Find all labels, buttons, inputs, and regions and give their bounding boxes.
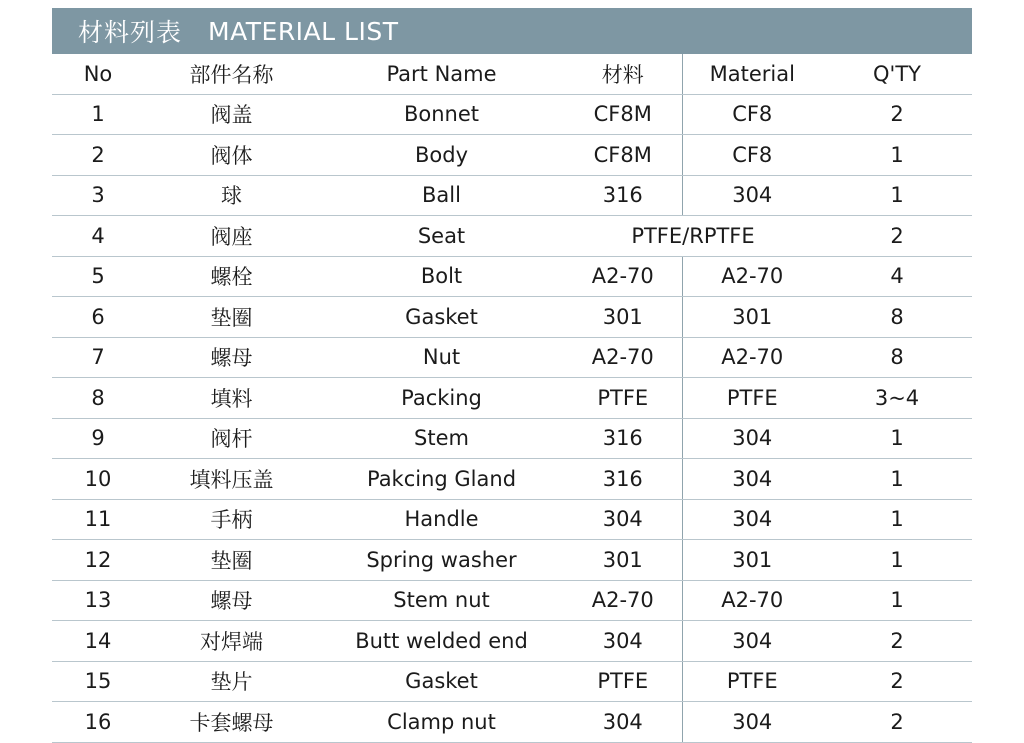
table-header-row [52,54,972,94]
table-row [52,661,972,702]
cell-no: 15 [52,661,144,702]
cell-en-material: 304 [682,418,822,459]
cell-en-name: Stem [319,418,564,459]
cell-qty: 1 [822,580,972,621]
cell-en-name: Butt welded end [319,621,564,662]
cell-cn-name: 垫圈 [144,540,319,581]
table-row [52,94,972,135]
cell-cn-material: 301 [564,297,682,338]
cell-qty: 4 [822,256,972,297]
cell-en-material: 304 [682,499,822,540]
cell-no: 4 [52,216,144,257]
cell-qty: 2 [822,621,972,662]
title-english: MATERIAL LIST [208,16,399,46]
cell-en-name: Clamp nut [319,702,564,743]
cell-cn-material: 316 [564,418,682,459]
cell-qty: 1 [822,499,972,540]
cell-material-merged: PTFE/RPTFE [564,216,822,257]
cell-no: 8 [52,378,144,419]
cell-en-material: 304 [682,702,822,743]
cell-no: 11 [52,499,144,540]
table-body [52,94,972,742]
cell-no: 9 [52,418,144,459]
cell-cn-name: 螺栓 [144,256,319,297]
table-row [52,418,972,459]
cell-qty: 2 [822,702,972,743]
title-chinese: 材料列表 [78,18,183,47]
cell-en-name: Ball [319,175,564,216]
cell-en-name: Stem nut [319,580,564,621]
cell-en-material: CF8 [682,135,822,176]
cell-no: 14 [52,621,144,662]
table-row [52,580,972,621]
cell-qty: 1 [822,540,972,581]
cell-cn-material: A2-70 [564,580,682,621]
table-row [52,175,972,216]
cell-qty: 2 [822,661,972,702]
cell-qty: 1 [822,175,972,216]
cell-en-name: Handle [319,499,564,540]
table-row [52,621,972,662]
cell-en-material: CF8 [682,94,822,135]
cell-cn-name: 填料压盖 [144,459,319,500]
cell-cn-name: 阀体 [144,135,319,176]
cell-cn-name: 手柄 [144,499,319,540]
cell-cn-material: PTFE [564,661,682,702]
material-table [52,54,972,743]
cell-en-material: A2-70 [682,256,822,297]
cell-en-material: 304 [682,175,822,216]
cell-no: 5 [52,256,144,297]
cell-qty: 1 [822,459,972,500]
cell-qty: 3~4 [822,378,972,419]
cell-cn-name: 垫圈 [144,297,319,338]
cell-no: 1 [52,94,144,135]
cell-cn-material: 316 [564,175,682,216]
cell-en-material: A2-70 [682,337,822,378]
cell-qty: 8 [822,297,972,338]
cell-en-material: PTFE [682,378,822,419]
table-row [52,135,972,176]
cell-cn-material: PTFE [564,378,682,419]
column-header-no: No [52,54,144,94]
cell-en-material: PTFE [682,661,822,702]
cell-qty: 2 [822,216,972,257]
table-row [52,702,972,743]
cell-no: 7 [52,337,144,378]
table-row [52,378,972,419]
cell-cn-name: 卡套螺母 [144,702,319,743]
cell-cn-name: 球 [144,175,319,216]
cell-no: 16 [52,702,144,743]
cell-cn-material: 316 [564,459,682,500]
cell-qty: 1 [822,418,972,459]
cell-cn-material: CF8M [564,94,682,135]
cell-cn-name: 螺母 [144,580,319,621]
cell-cn-material: 301 [564,540,682,581]
cell-en-name: Body [319,135,564,176]
cell-en-material: 304 [682,621,822,662]
cell-qty: 1 [822,135,972,176]
cell-cn-name: 对焊端 [144,621,319,662]
cell-cn-material: A2-70 [564,337,682,378]
column-header-qty: Q'TY [822,54,972,94]
cell-cn-name: 阀盖 [144,94,319,135]
cell-en-material: 301 [682,297,822,338]
table-row [52,540,972,581]
cell-en-name: Bonnet [319,94,564,135]
cell-en-material: A2-70 [682,580,822,621]
title-bar [52,8,972,54]
cell-en-name: Gasket [319,297,564,338]
cell-cn-material: 304 [564,621,682,662]
cell-en-name: Spring washer [319,540,564,581]
table-row [52,256,972,297]
cell-no: 13 [52,580,144,621]
cell-en-name: Packing [319,378,564,419]
table-header [52,54,972,94]
cell-qty: 8 [822,337,972,378]
cell-en-material: 304 [682,459,822,500]
table-row [52,459,972,500]
cell-en-material: 301 [682,540,822,581]
table-row [52,216,972,257]
table-row [52,297,972,338]
cell-en-name: Seat [319,216,564,257]
cell-cn-material: CF8M [564,135,682,176]
column-header-en-material: Material [682,54,822,94]
cell-cn-material: 304 [564,499,682,540]
column-header-en-name: Part Name [319,54,564,94]
cell-qty: 2 [822,94,972,135]
cell-cn-name: 阀杆 [144,418,319,459]
cell-en-name: Nut [319,337,564,378]
cell-no: 2 [52,135,144,176]
cell-cn-name: 填料 [144,378,319,419]
cell-en-name: Bolt [319,256,564,297]
column-header-cn-material: 材料 [564,54,682,94]
cell-cn-material: A2-70 [564,256,682,297]
cell-en-name: Gasket [319,661,564,702]
cell-en-name: Pakcing Gland [319,459,564,500]
cell-cn-material: 304 [564,702,682,743]
table-row [52,499,972,540]
cell-no: 12 [52,540,144,581]
cell-no: 3 [52,175,144,216]
cell-no: 10 [52,459,144,500]
cell-cn-name: 垫片 [144,661,319,702]
cell-no: 6 [52,297,144,338]
column-header-cn-name: 部件名称 [144,54,319,94]
cell-cn-name: 螺母 [144,337,319,378]
table-row [52,337,972,378]
cell-cn-name: 阀座 [144,216,319,257]
